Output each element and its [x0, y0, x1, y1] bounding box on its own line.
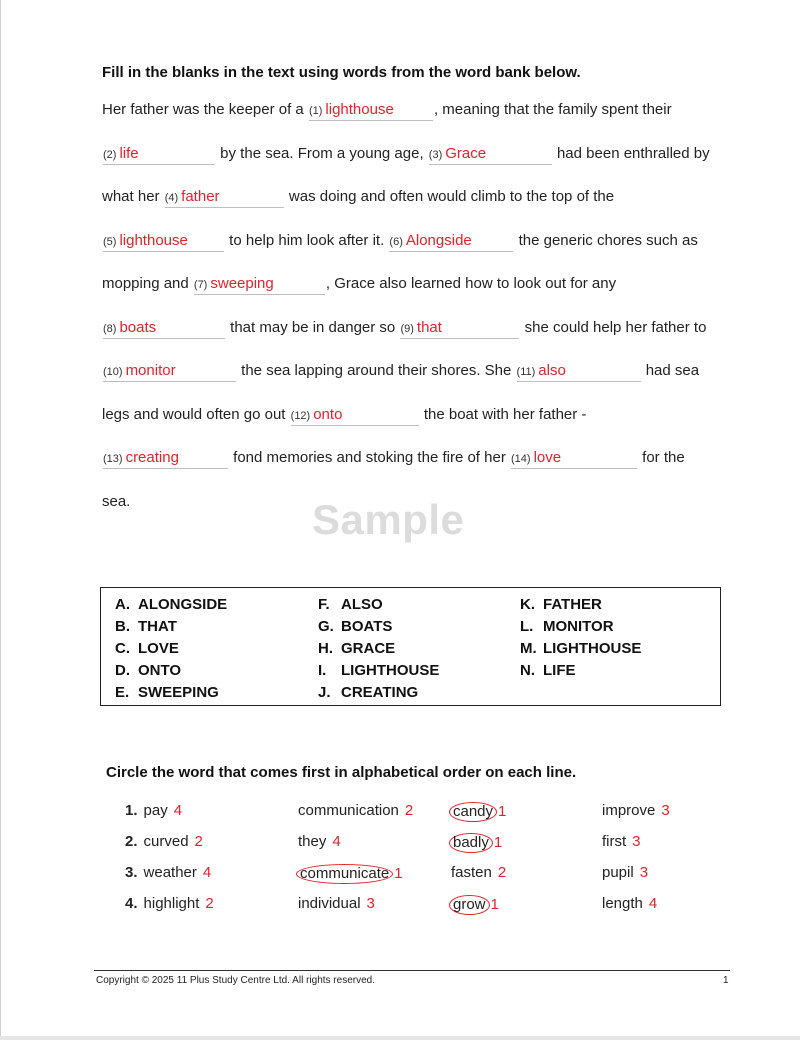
blank-answer: lighthouse — [119, 232, 188, 249]
rank-number: 3 — [661, 802, 670, 819]
footer-divider — [94, 970, 730, 971]
word-bank-item — [318, 640, 439, 662]
rank-number: 3 — [632, 833, 641, 850]
blank-answer: monitor — [125, 362, 176, 379]
word-bank-letter: L. — [520, 618, 534, 635]
blank-number: (12) — [290, 410, 311, 422]
passage-text: she could help her father to — [524, 319, 707, 336]
passage-line-2 — [102, 145, 710, 165]
passage-text: the generic chores such as — [518, 232, 698, 249]
passage-text: to help him look after it. — [229, 232, 385, 249]
word-bank-item — [318, 684, 439, 706]
blank-number: (14) — [511, 453, 531, 465]
word-choice[interactable]: fasten — [451, 864, 492, 881]
word-bank-word: ONTO — [138, 662, 182, 679]
word-bank-word: MONITOR — [543, 618, 614, 635]
passage-text: had been enthralled by — [556, 145, 710, 162]
word-choice[interactable]: individual — [298, 895, 361, 912]
row-cell — [449, 833, 502, 853]
passage-text: fond memories and stoking the fire of her — [233, 449, 506, 466]
blank-1[interactable] — [309, 101, 433, 121]
blank-11[interactable] — [517, 362, 641, 382]
blank-answer: Alongside — [405, 232, 472, 249]
blank-6[interactable] — [389, 232, 513, 252]
word-bank-item — [520, 596, 641, 618]
word-bank-letter: J. — [318, 684, 331, 701]
blank-answer: that — [416, 319, 442, 336]
word-bank-word: LIFE — [543, 662, 576, 679]
page-bottom-edge — [0, 1036, 800, 1040]
word-bank-item — [115, 662, 227, 684]
row-cell — [451, 864, 506, 881]
row-number: 2. — [125, 833, 138, 850]
alphabet-row-2 — [0, 833, 800, 857]
word-bank-letter: C. — [115, 640, 130, 657]
word-bank-word: ALSO — [341, 596, 383, 613]
word-bank-word: FATHER — [543, 596, 602, 613]
blank-2[interactable] — [103, 145, 215, 165]
word-bank-letter: B. — [115, 618, 130, 635]
row-cell — [296, 864, 403, 884]
alphabet-row-4 — [0, 895, 800, 919]
rank-number: 3 — [639, 864, 649, 881]
word-bank-letter: K. — [520, 596, 535, 613]
passage-line-10 — [102, 493, 130, 510]
page-number: 1 — [723, 975, 729, 986]
word-bank-word: LIGHTHOUSE — [543, 640, 642, 657]
blank-5[interactable] — [103, 232, 224, 252]
word-bank-letter: E. — [115, 684, 130, 701]
rank-number: 4 — [173, 802, 183, 819]
word-choice[interactable]: they — [298, 833, 327, 850]
word-bank-letter: F. — [318, 596, 330, 613]
word-choice[interactable]: first — [602, 833, 627, 850]
alphabet-row-3 — [0, 864, 800, 888]
copyright-text: Copyright © 2025 11 Plus Study Centre Ltd. All rights reserved. — [96, 975, 375, 986]
passage-line-5 — [102, 275, 616, 295]
blank-number: (11) — [516, 366, 536, 378]
blank-answer: sweeping — [210, 275, 274, 292]
passage-text: by the sea. From a young age, — [220, 145, 424, 162]
word-choice[interactable]: length — [602, 895, 643, 912]
passage-text: what her — [102, 188, 160, 205]
blank-answer: lighthouse — [325, 101, 394, 118]
row-number: 3. — [125, 864, 138, 881]
blank-number: (3) — [428, 149, 443, 161]
word-bank-item — [520, 618, 641, 640]
rank-number: 1 — [493, 834, 503, 851]
passage-text: for the — [642, 449, 685, 466]
word-bank-letter: H. — [318, 640, 333, 657]
word-bank-letter: D. — [115, 662, 130, 679]
word-bank-letter: I. — [318, 662, 327, 679]
word-bank-column-1 — [115, 596, 227, 706]
word-bank-item — [115, 640, 227, 662]
word-bank-word: GRACE — [341, 640, 396, 657]
blank-answer: creating — [125, 449, 179, 466]
word-bank-letter: N. — [520, 662, 535, 679]
rank-number: 2 — [205, 895, 214, 912]
blank-number: (2) — [103, 149, 117, 161]
passage-line-9 — [102, 449, 685, 469]
word-bank-word: SWEEPING — [138, 684, 219, 701]
rank-number: 3 — [366, 895, 375, 912]
blank-10[interactable] — [103, 362, 236, 382]
blank-number: (4) — [164, 192, 179, 204]
row-number: 4. — [125, 895, 138, 912]
word-bank-word: LOVE — [138, 640, 179, 657]
passage-line-4 — [102, 232, 698, 252]
row-cell — [125, 802, 182, 819]
row-cell — [125, 895, 214, 912]
row-cell — [449, 802, 506, 822]
blank-number: (7) — [193, 279, 208, 291]
circled-word[interactable]: candy — [449, 802, 497, 822]
rank-number: 1 — [394, 865, 403, 882]
word-bank-word: ALONGSIDE — [138, 596, 228, 613]
alphabet-row-1 — [0, 802, 800, 826]
blank-number: (13) — [103, 453, 123, 465]
row-cell — [602, 833, 641, 850]
blank-answer: Grace — [445, 145, 487, 162]
word-bank-word: LIGHTHOUSE — [341, 662, 440, 679]
rank-number: 4 — [202, 864, 212, 881]
row-cell — [298, 895, 375, 912]
blank-8[interactable] — [103, 319, 225, 339]
row-cell — [449, 895, 499, 915]
word-bank-item — [115, 618, 227, 640]
alphabetical-order-heading: Circle the word that comes first in alphabetical order on each line. — [106, 764, 577, 781]
circled-word[interactable]: grow — [449, 895, 490, 915]
row-cell — [602, 864, 648, 881]
rank-number: 1 — [490, 896, 499, 913]
passage-text: the boat with her father - — [423, 406, 587, 423]
word-choice[interactable]: communication — [298, 802, 399, 819]
circled-word[interactable]: communicate — [296, 864, 393, 884]
row-number: 1. — [125, 802, 138, 819]
blank-3[interactable] — [429, 145, 552, 165]
passage-line-8 — [102, 406, 586, 426]
blank-number: (9) — [400, 323, 414, 335]
blank-number: (1) — [308, 105, 323, 117]
blank-answer: boats — [119, 319, 157, 336]
blank-answer: onto — [313, 406, 343, 423]
word-bank-column-3 — [520, 596, 641, 684]
word-bank-item — [520, 662, 641, 684]
blank-answer: father — [181, 188, 220, 205]
passage-text: sea. — [102, 493, 131, 510]
row-cell — [602, 802, 670, 819]
row-cell — [298, 802, 413, 819]
word-bank-word: BOATS — [341, 618, 393, 635]
passage-text: Her father was the keeper of a — [102, 101, 304, 118]
word-bank-item — [115, 596, 227, 618]
word-choice[interactable]: pay — [143, 802, 168, 819]
circled-word[interactable]: badly — [449, 833, 493, 853]
rank-number: 2 — [194, 833, 203, 850]
blank-9[interactable] — [400, 319, 519, 339]
row-cell — [298, 833, 341, 850]
sample-watermark: Sample — [312, 496, 465, 543]
passage-line-6 — [102, 319, 706, 339]
rank-number: 1 — [498, 803, 507, 820]
word-choice[interactable]: pupil — [602, 864, 634, 881]
passage-text: the sea lapping around their shores. She — [241, 362, 512, 379]
passage-text: legs and would often go out — [102, 406, 286, 423]
word-bank — [100, 587, 721, 706]
word-bank-word: CREATING — [341, 684, 419, 701]
row-cell — [125, 864, 211, 881]
passage-text: , Grace also learned how to look out for any — [325, 275, 617, 292]
rank-number: 4 — [648, 895, 658, 912]
word-bank-item — [115, 684, 227, 706]
word-bank-letter: A. — [115, 596, 130, 613]
word-bank-column-2 — [318, 596, 439, 706]
word-bank-letter: G. — [318, 618, 334, 635]
blank-answer: also — [538, 362, 566, 379]
word-bank-item — [520, 640, 641, 662]
passage-line-1 — [102, 101, 672, 121]
fill-blanks-heading: Fill in the blanks in the text using words from the word bank below. — [102, 64, 581, 81]
word-bank-item — [318, 596, 439, 618]
word-bank-item — [318, 618, 439, 640]
blank-4[interactable] — [165, 188, 284, 208]
passage-text: that may be in danger so — [230, 319, 396, 336]
word-choice[interactable]: improve — [602, 802, 656, 819]
word-bank-word: THAT — [138, 618, 177, 635]
blank-7[interactable] — [194, 275, 325, 295]
blank-number: (6) — [389, 236, 403, 248]
passage-line-7 — [102, 362, 699, 382]
row-cell — [602, 895, 657, 912]
blank-14[interactable] — [511, 449, 637, 469]
passage-text: mopping and — [102, 275, 189, 292]
word-choice[interactable]: highlight — [143, 895, 200, 912]
blank-12[interactable] — [291, 406, 419, 426]
word-choice[interactable]: weather — [143, 864, 197, 881]
passage-text: , meaning that the family spent their — [433, 101, 672, 118]
word-choice[interactable]: curved — [143, 833, 189, 850]
rank-number: 2 — [497, 864, 507, 881]
passage-text: was doing and often would climb to the top of the — [288, 188, 615, 205]
blank-number: (10) — [103, 366, 123, 378]
rank-number: 2 — [404, 802, 414, 819]
rank-number: 4 — [332, 833, 341, 850]
blank-number: (8) — [103, 323, 117, 335]
blank-13[interactable] — [103, 449, 228, 469]
passage-line-3 — [102, 188, 614, 208]
blank-answer: love — [533, 449, 562, 466]
word-bank-item — [318, 662, 439, 684]
blank-answer: life — [119, 145, 139, 162]
word-bank-letter: M. — [520, 640, 537, 657]
passage-text: had sea — [645, 362, 700, 379]
blank-number: (5) — [103, 236, 117, 248]
row-cell — [125, 833, 203, 850]
